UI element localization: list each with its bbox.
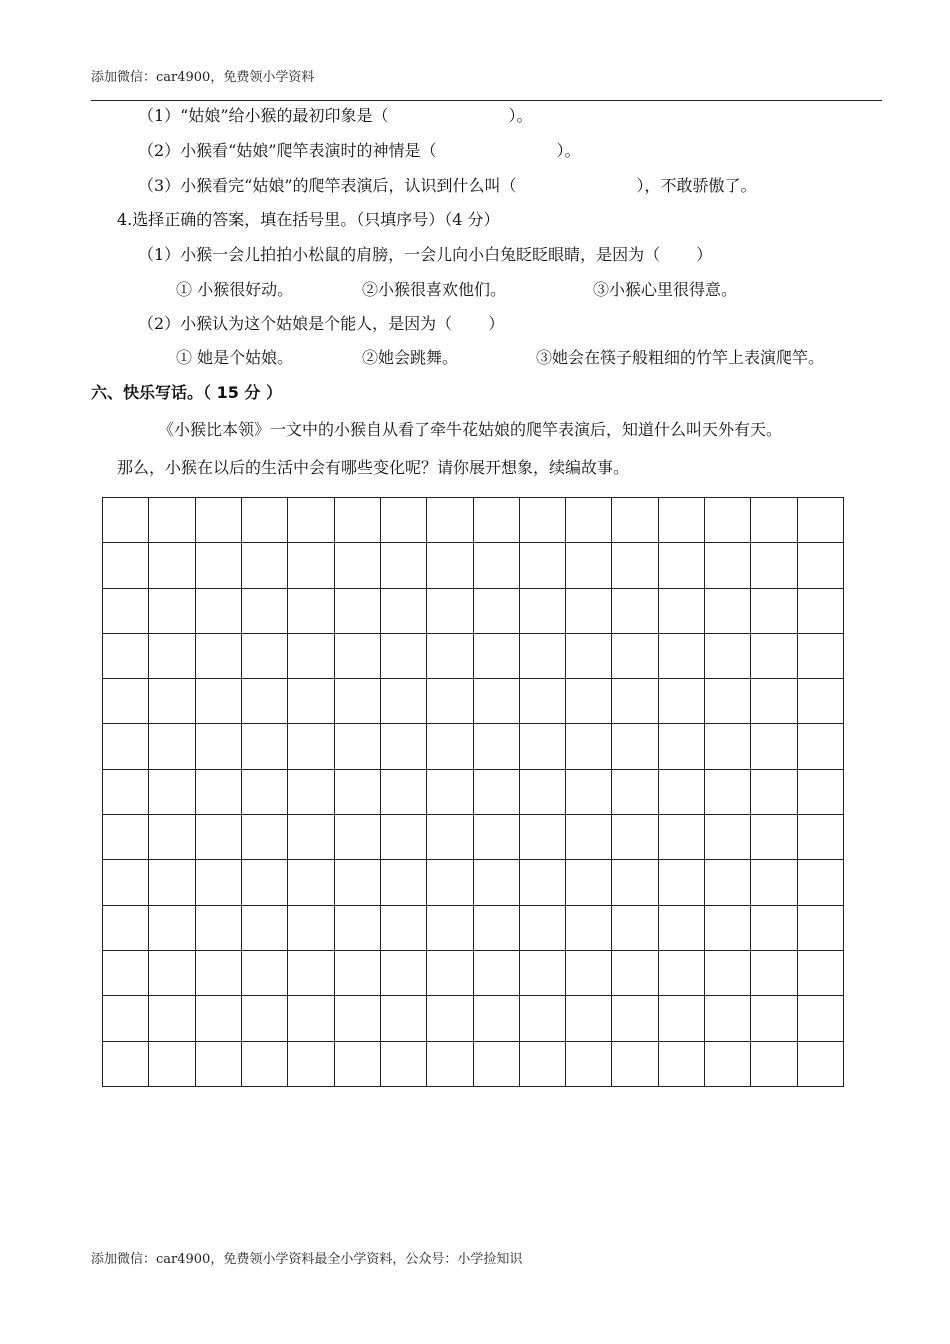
grid-cell[interactable] — [427, 633, 473, 678]
grid-cell[interactable] — [334, 905, 380, 950]
grid-cell[interactable] — [149, 769, 195, 814]
grid-cell[interactable] — [334, 588, 380, 633]
grid-row — [103, 769, 844, 814]
grid-cell[interactable] — [195, 543, 241, 588]
grid-cell[interactable] — [751, 996, 797, 1041]
grid-cell[interactable] — [288, 996, 334, 1041]
grid-cell[interactable] — [149, 996, 195, 1041]
grid-cell[interactable] — [519, 1041, 565, 1086]
grid-row — [103, 543, 844, 588]
grid-cell[interactable] — [241, 498, 287, 543]
grid-cell[interactable] — [566, 679, 612, 724]
grid-row — [103, 1041, 844, 1086]
grid-cell[interactable] — [519, 679, 565, 724]
grid-cell[interactable] — [427, 860, 473, 905]
grid-cell[interactable] — [195, 996, 241, 1041]
grid-row — [103, 950, 844, 995]
grid-cell[interactable] — [519, 498, 565, 543]
grid-cell[interactable] — [751, 724, 797, 769]
grid-cell[interactable] — [519, 815, 565, 860]
q3-sub1 — [138, 106, 533, 126]
grid-cell[interactable] — [519, 905, 565, 950]
grid-cell[interactable] — [473, 905, 519, 950]
grid-cell[interactable] — [380, 543, 426, 588]
grid-cell[interactable] — [241, 860, 287, 905]
grid-cell[interactable] — [705, 724, 751, 769]
q4-sub1-stem: （1）小猴一会儿拍拍小松鼠的肩膀，一会儿向小白兔眨眨眼睛，是因为（ — [138, 245, 661, 264]
grid-cell[interactable] — [473, 1041, 519, 1086]
grid-cell[interactable] — [103, 588, 149, 633]
grid-cell[interactable] — [103, 679, 149, 724]
grid-cell[interactable] — [149, 1041, 195, 1086]
grid-cell[interactable] — [241, 996, 287, 1041]
grid-cell[interactable] — [705, 996, 751, 1041]
grid-cell[interactable] — [705, 543, 751, 588]
q3-sub3-close: ），不敢骄傲了。 — [636, 176, 757, 195]
grid-cell[interactable] — [473, 543, 519, 588]
grid-cell[interactable] — [473, 633, 519, 678]
q3-sub3 — [138, 176, 757, 196]
writing-prompt-line2: 那么，小猴在以后的生活中会有哪些变化呢？请你展开想象，续编故事。 — [117, 458, 630, 477]
grid-cell[interactable] — [566, 905, 612, 950]
grid-cell[interactable] — [288, 679, 334, 724]
grid-cell[interactable] — [797, 950, 843, 995]
grid-cell[interactable] — [612, 588, 658, 633]
grid-cell[interactable] — [751, 498, 797, 543]
grid-row — [103, 996, 844, 1041]
grid-cell[interactable] — [751, 860, 797, 905]
grid-cell[interactable] — [566, 633, 612, 678]
grid-cell[interactable] — [195, 769, 241, 814]
grid-cell[interactable] — [334, 996, 380, 1041]
grid-cell[interactable] — [751, 588, 797, 633]
grid-cell[interactable] — [380, 588, 426, 633]
grid-cell[interactable] — [566, 724, 612, 769]
grid-cell[interactable] — [612, 724, 658, 769]
q3-sub1-text: （1）“姑娘”给小猴的最初印象是（ — [138, 106, 389, 125]
grid-cell[interactable] — [658, 588, 704, 633]
grid-cell[interactable] — [288, 769, 334, 814]
grid-cell[interactable] — [658, 633, 704, 678]
q3-sub1-close: ）。 — [508, 106, 533, 125]
grid-cell[interactable] — [566, 498, 612, 543]
grid-cell[interactable] — [427, 724, 473, 769]
grid-cell[interactable] — [241, 950, 287, 995]
grid-cell[interactable] — [797, 679, 843, 724]
grid-cell[interactable] — [380, 679, 426, 724]
grid-cell[interactable] — [473, 996, 519, 1041]
grid-cell[interactable] — [566, 996, 612, 1041]
grid-cell[interactable] — [519, 633, 565, 678]
grid-cell[interactable] — [195, 950, 241, 995]
grid-cell[interactable] — [658, 950, 704, 995]
grid-cell[interactable] — [149, 860, 195, 905]
grid-cell[interactable] — [195, 679, 241, 724]
grid-cell[interactable] — [658, 679, 704, 724]
grid-cell[interactable] — [612, 950, 658, 995]
q4-sub2 — [138, 314, 504, 334]
grid-cell[interactable] — [288, 1041, 334, 1086]
page-header: 添加微信：car4900，免费领小学资料 — [91, 70, 315, 85]
grid-cell[interactable] — [705, 588, 751, 633]
grid-cell[interactable] — [103, 543, 149, 588]
grid-cell[interactable] — [103, 996, 149, 1041]
grid-cell[interactable] — [334, 498, 380, 543]
grid-cell[interactable] — [612, 905, 658, 950]
grid-cell[interactable] — [149, 815, 195, 860]
grid-cell[interactable] — [334, 815, 380, 860]
grid-cell[interactable] — [427, 588, 473, 633]
q4-sub1-option3: ③小猴心里很得意。 — [593, 280, 738, 299]
grid-cell[interactable] — [797, 769, 843, 814]
grid-cell[interactable] — [566, 769, 612, 814]
grid-cell[interactable] — [380, 1041, 426, 1086]
grid-cell[interactable] — [380, 498, 426, 543]
grid-cell[interactable] — [103, 950, 149, 995]
grid-cell[interactable] — [566, 1041, 612, 1086]
grid-cell[interactable] — [473, 950, 519, 995]
grid-cell[interactable] — [427, 950, 473, 995]
grid-cell[interactable] — [380, 724, 426, 769]
grid-cell[interactable] — [103, 633, 149, 678]
q4-sub1-option2: ②小猴很喜欢他们。 — [362, 280, 507, 299]
grid-row — [103, 724, 844, 769]
grid-cell[interactable] — [288, 724, 334, 769]
grid-cell[interactable] — [797, 498, 843, 543]
grid-cell[interactable] — [519, 950, 565, 995]
q3-sub2-close: ）。 — [556, 141, 581, 160]
grid-cell[interactable] — [612, 1041, 658, 1086]
q4-sub1-option1: ① 小猴很好动。 — [176, 280, 294, 299]
grid-cell[interactable] — [195, 860, 241, 905]
grid-row — [103, 905, 844, 950]
grid-cell[interactable] — [797, 996, 843, 1041]
grid-cell[interactable] — [334, 769, 380, 814]
grid-cell[interactable] — [519, 543, 565, 588]
grid-cell[interactable] — [288, 633, 334, 678]
grid-cell[interactable] — [751, 950, 797, 995]
grid-cell[interactable] — [566, 860, 612, 905]
section6-title: 六、快乐写话。（ 15 分 ） — [91, 383, 282, 402]
q4-sub2-option1: ① 她是个姑娘。 — [176, 348, 294, 367]
grid-cell[interactable] — [751, 1041, 797, 1086]
grid-cell[interactable] — [658, 860, 704, 905]
grid-cell[interactable] — [705, 498, 751, 543]
grid-cell[interactable] — [103, 498, 149, 543]
grid-cell[interactable] — [380, 633, 426, 678]
grid-cell[interactable] — [149, 950, 195, 995]
q4-sub2-option2: ②她会跳舞。 — [362, 348, 459, 367]
grid-cell[interactable] — [427, 498, 473, 543]
grid-cell[interactable] — [519, 996, 565, 1041]
grid-cell[interactable] — [288, 950, 334, 995]
grid-cell[interactable] — [195, 724, 241, 769]
grid-cell[interactable] — [241, 1041, 287, 1086]
grid-cell[interactable] — [195, 588, 241, 633]
grid-cell[interactable] — [705, 815, 751, 860]
grid-cell[interactable] — [195, 498, 241, 543]
grid-cell[interactable] — [519, 860, 565, 905]
grid-cell[interactable] — [427, 815, 473, 860]
grid-cell[interactable] — [566, 950, 612, 995]
grid-cell[interactable] — [612, 633, 658, 678]
grid-cell[interactable] — [380, 950, 426, 995]
grid-cell[interactable] — [103, 905, 149, 950]
grid-cell[interactable] — [612, 769, 658, 814]
grid-cell[interactable] — [334, 633, 380, 678]
grid-cell[interactable] — [241, 679, 287, 724]
grid-cell[interactable] — [427, 905, 473, 950]
grid-cell[interactable] — [519, 588, 565, 633]
grid-cell[interactable] — [751, 769, 797, 814]
q4-sub1-close: ） — [696, 245, 713, 264]
grid-cell[interactable] — [473, 588, 519, 633]
grid-cell[interactable] — [427, 543, 473, 588]
grid-cell[interactable] — [241, 633, 287, 678]
grid-cell[interactable] — [380, 996, 426, 1041]
grid-cell[interactable] — [797, 588, 843, 633]
grid-cell[interactable] — [473, 679, 519, 724]
q4-sub2-option3: ③她会在筷子般粗细的竹竿上表演爬竿。 — [536, 348, 825, 367]
writing-grid[interactable] — [102, 497, 844, 1087]
q4-sub1 — [138, 245, 712, 265]
grid-cell[interactable] — [288, 905, 334, 950]
grid-cell[interactable] — [103, 724, 149, 769]
grid-cell[interactable] — [705, 860, 751, 905]
grid-cell[interactable] — [658, 905, 704, 950]
grid-cell[interactable] — [380, 860, 426, 905]
grid-cell[interactable] — [751, 633, 797, 678]
grid-cell[interactable] — [797, 633, 843, 678]
grid-cell[interactable] — [241, 724, 287, 769]
header-divider — [91, 100, 882, 101]
q4-title: 4.选择正确的答案，填在括号里。（只填序号）（4 分） — [117, 210, 500, 229]
grid-cell[interactable] — [519, 769, 565, 814]
grid-cell[interactable] — [519, 724, 565, 769]
grid-cell[interactable] — [334, 724, 380, 769]
grid-cell[interactable] — [149, 498, 195, 543]
grid-cell[interactable] — [195, 633, 241, 678]
grid-cell[interactable] — [473, 860, 519, 905]
grid-cell[interactable] — [705, 950, 751, 995]
q3-sub2 — [138, 141, 581, 161]
grid-cell[interactable] — [149, 679, 195, 724]
grid-cell[interactable] — [149, 588, 195, 633]
grid-cell[interactable] — [241, 905, 287, 950]
page-footer: 添加微信：car4900，免费领小学资料最全小学资料，公众号：小学捡知识 — [91, 1252, 523, 1267]
grid-row — [103, 498, 844, 543]
grid-cell[interactable] — [241, 815, 287, 860]
grid-cell[interactable] — [334, 950, 380, 995]
grid-cell[interactable] — [705, 769, 751, 814]
grid-cell[interactable] — [380, 769, 426, 814]
grid-cell[interactable] — [705, 905, 751, 950]
grid-cell[interactable] — [334, 543, 380, 588]
grid-cell[interactable] — [797, 815, 843, 860]
grid-cell[interactable] — [241, 543, 287, 588]
grid-cell[interactable] — [658, 769, 704, 814]
grid-cell[interactable] — [380, 905, 426, 950]
grid-cell[interactable] — [334, 679, 380, 724]
grid-cell[interactable] — [612, 543, 658, 588]
q3-sub2-text: （2）小猴看“姑娘”爬竿表演时的神情是（ — [138, 141, 437, 160]
q4-sub2-stem: （2）小猴认为这个姑娘是个能人，是因为（ — [138, 314, 453, 333]
grid-cell[interactable] — [103, 1041, 149, 1086]
grid-cell[interactable] — [658, 1041, 704, 1086]
grid-row — [103, 860, 844, 905]
grid-cell[interactable] — [797, 860, 843, 905]
q3-sub3-text: （3）小猴看完“姑娘”的爬竿表演后，认识到什么叫（ — [138, 176, 517, 195]
grid-cell[interactable] — [103, 815, 149, 860]
grid-row — [103, 633, 844, 678]
grid-cell[interactable] — [427, 679, 473, 724]
grid-row — [103, 679, 844, 724]
grid-cell[interactable] — [380, 815, 426, 860]
grid-cell[interactable] — [241, 769, 287, 814]
grid-cell[interactable] — [658, 543, 704, 588]
grid-cell[interactable] — [149, 633, 195, 678]
grid-cell[interactable] — [288, 815, 334, 860]
grid-row — [103, 588, 844, 633]
grid-cell[interactable] — [195, 815, 241, 860]
grid-cell[interactable] — [612, 815, 658, 860]
grid-cell[interactable] — [797, 905, 843, 950]
grid-cell[interactable] — [658, 815, 704, 860]
grid-cell[interactable] — [288, 498, 334, 543]
grid-cell[interactable] — [658, 498, 704, 543]
grid-cell[interactable] — [473, 498, 519, 543]
grid-cell[interactable] — [195, 1041, 241, 1086]
grid-cell[interactable] — [612, 498, 658, 543]
writing-prompt-line1: 《小猴比本领》一文中的小猴自从看了牵牛花姑娘的爬竿表演后，知道什么叫天外有天。 — [158, 420, 783, 439]
grid-cell[interactable] — [566, 588, 612, 633]
grid-cell[interactable] — [473, 769, 519, 814]
grid-cell[interactable] — [288, 543, 334, 588]
grid-cell[interactable] — [612, 679, 658, 724]
grid-cell[interactable] — [566, 543, 612, 588]
grid-cell[interactable] — [103, 860, 149, 905]
grid-row — [103, 815, 844, 860]
grid-cell[interactable] — [149, 905, 195, 950]
grid-cell[interactable] — [149, 724, 195, 769]
grid-cell[interactable] — [427, 1041, 473, 1086]
grid-cell[interactable] — [427, 996, 473, 1041]
grid-cell[interactable] — [705, 633, 751, 678]
grid-cell[interactable] — [751, 815, 797, 860]
grid-cell[interactable] — [797, 543, 843, 588]
grid-cell[interactable] — [241, 588, 287, 633]
grid-cell[interactable] — [103, 769, 149, 814]
grid-cell[interactable] — [473, 724, 519, 769]
grid-cell[interactable] — [195, 905, 241, 950]
grid-cell[interactable] — [334, 860, 380, 905]
grid-cell[interactable] — [797, 724, 843, 769]
grid-cell[interactable] — [566, 815, 612, 860]
grid-cell[interactable] — [797, 1041, 843, 1086]
grid-cell[interactable] — [427, 769, 473, 814]
grid-cell[interactable] — [288, 588, 334, 633]
grid-cell[interactable] — [149, 543, 195, 588]
grid-cell[interactable] — [473, 815, 519, 860]
grid-cell[interactable] — [658, 996, 704, 1041]
grid-cell[interactable] — [334, 1041, 380, 1086]
grid-cell[interactable] — [612, 860, 658, 905]
grid-cell[interactable] — [288, 860, 334, 905]
grid-cell[interactable] — [751, 905, 797, 950]
grid-cell[interactable] — [658, 724, 704, 769]
q4-sub2-close: ） — [488, 314, 505, 333]
grid-cell[interactable] — [612, 996, 658, 1041]
grid-cell[interactable] — [705, 1041, 751, 1086]
grid-cell[interactable] — [751, 679, 797, 724]
grid-cell[interactable] — [751, 543, 797, 588]
grid-cell[interactable] — [705, 679, 751, 724]
